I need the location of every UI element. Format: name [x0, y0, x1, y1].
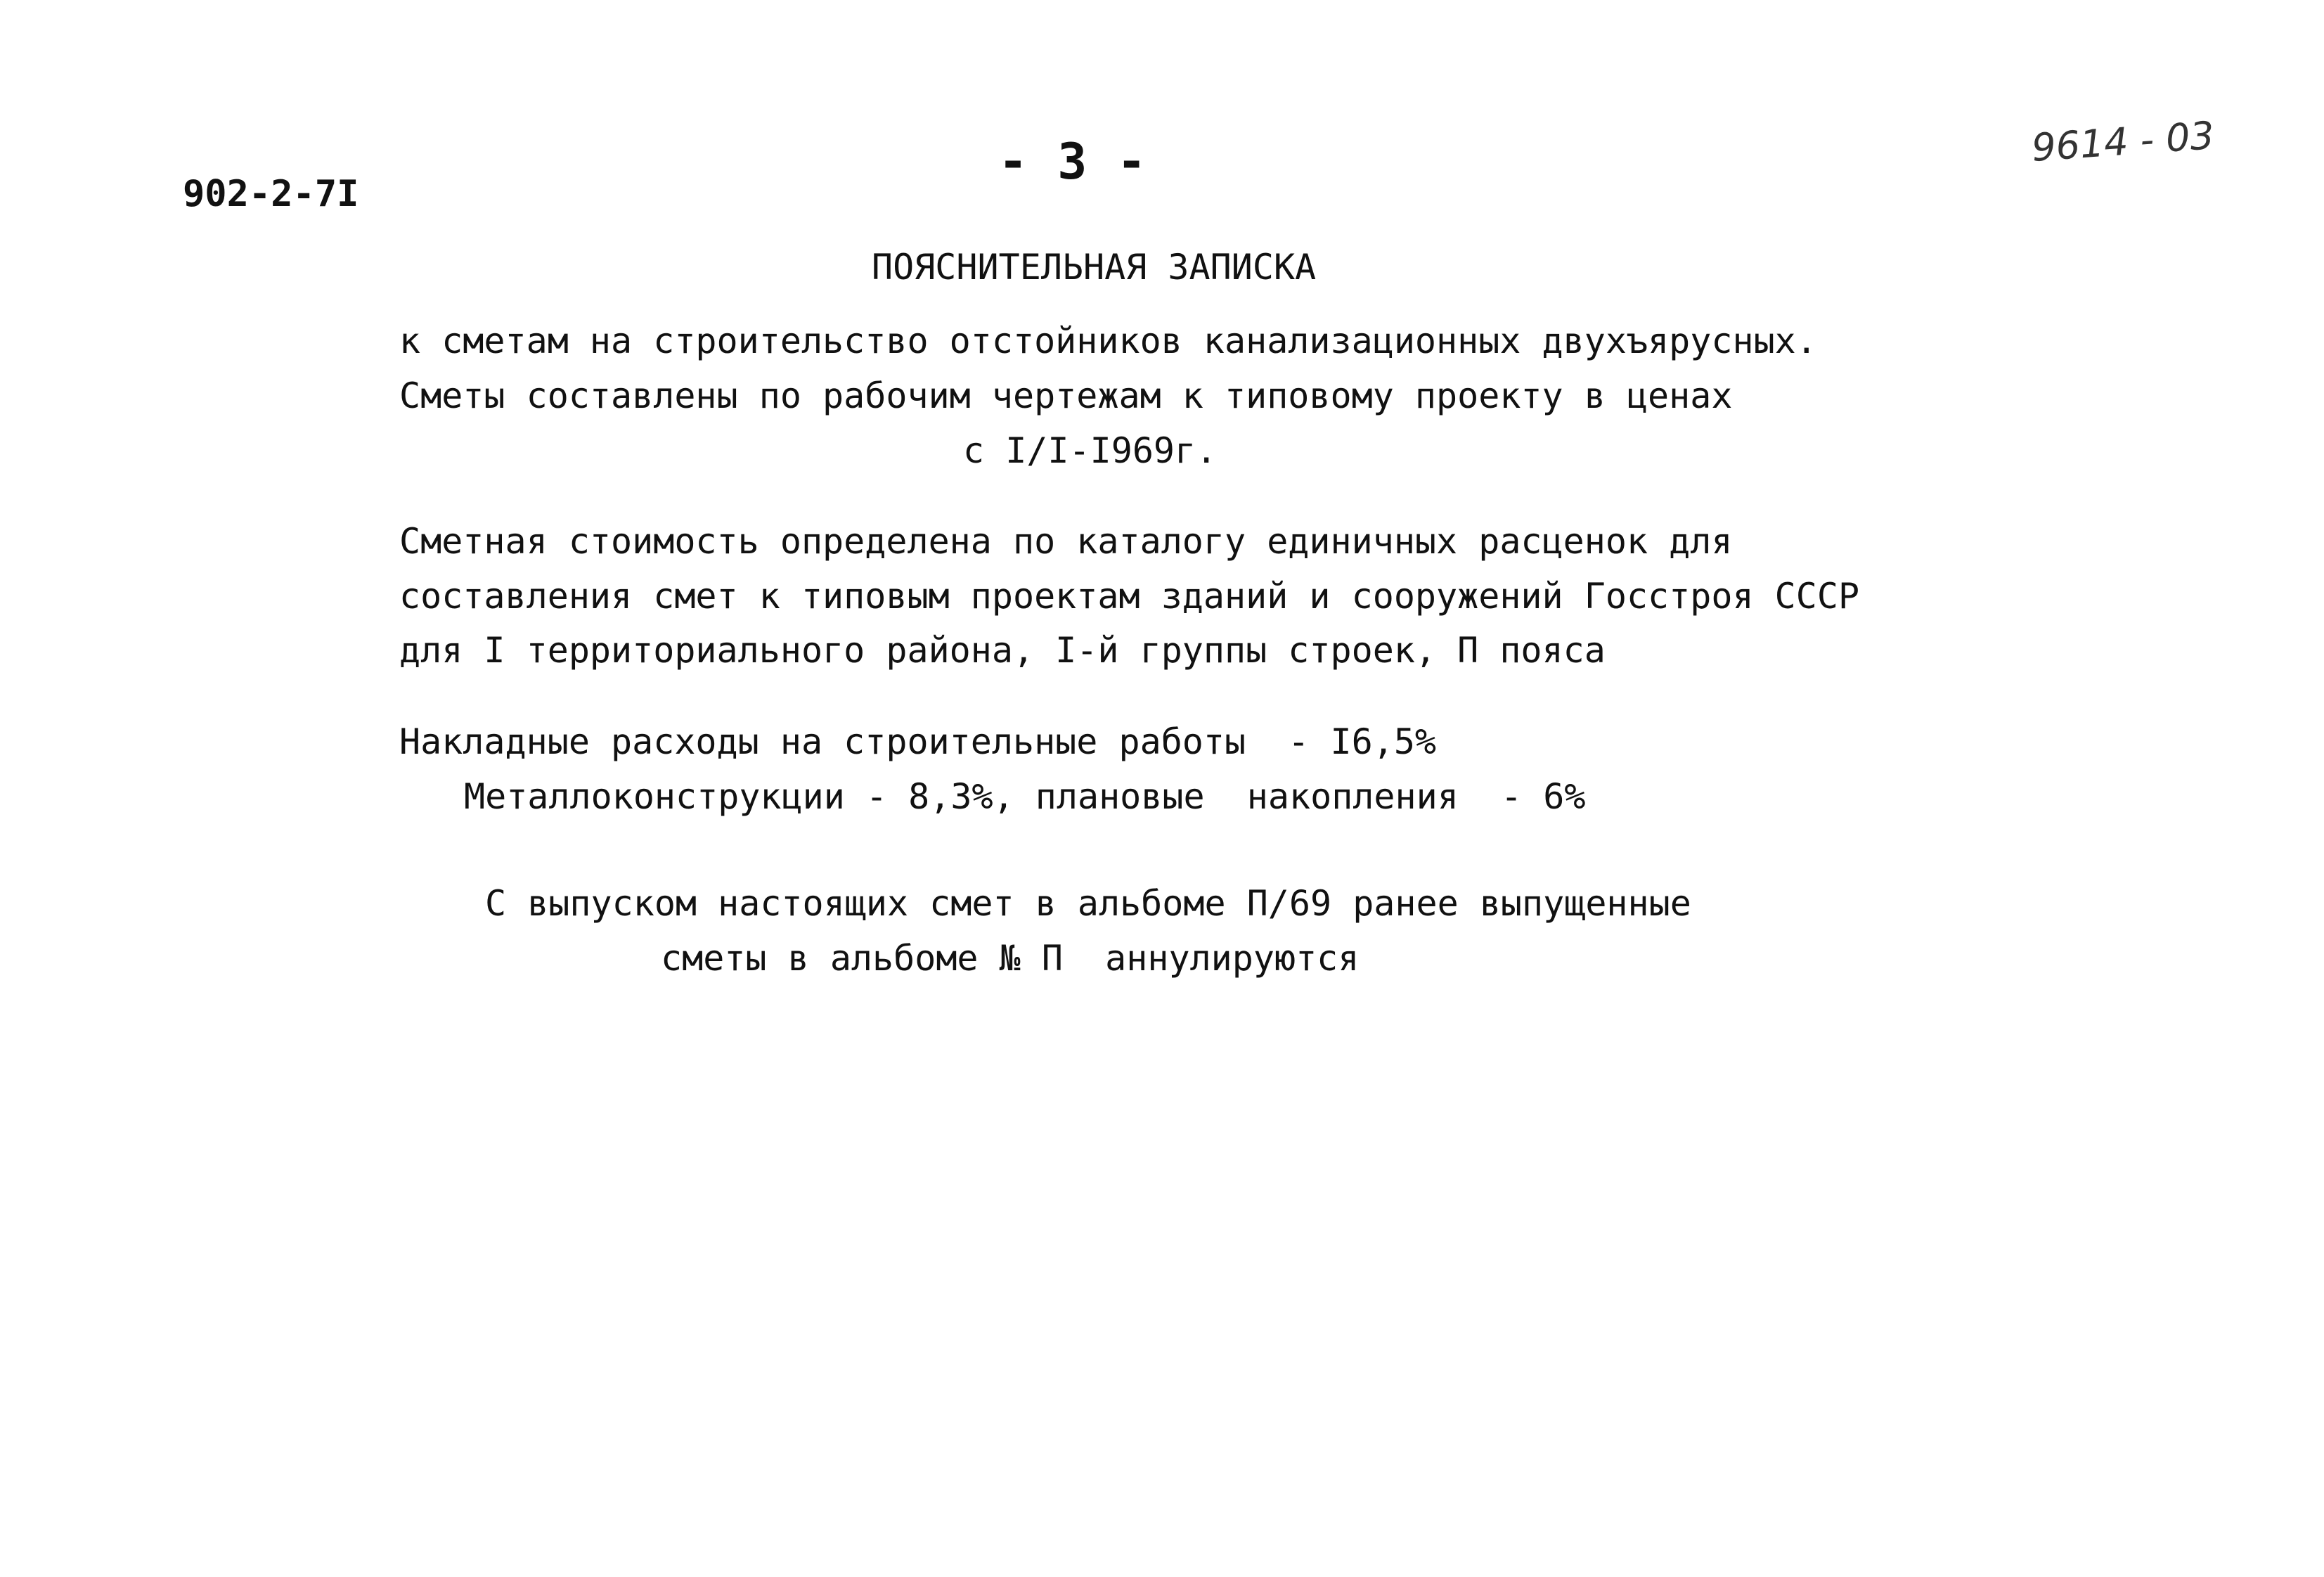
paragraph4-line2: сметы в альбоме № П аннулируются — [661, 938, 1360, 979]
handwritten-code: 9614 - 03 — [2030, 113, 2216, 170]
paragraph3-line1: Накладные расходы на строительные работы - I6,5% — [399, 721, 1437, 762]
paragraph3-line2: Металлоконструкции - 8,3%, плановые накопления - 6% — [464, 776, 1586, 817]
document-code: 902-2-7I — [183, 173, 359, 215]
paragraph2-line3: для I территориального района, I-й группы строек, П пояса — [399, 630, 1606, 671]
paragraph4-line1: С выпуском настоящих смет в альбоме П/69 ранее выпущенные — [485, 883, 1691, 924]
page-number: - 3 - — [998, 133, 1147, 191]
paragraph1-line1: к сметам на строительство отстойников канализационных двухъярусных. — [399, 321, 1817, 361]
paragraph1-line2: Сметы составлены по рабочим чертежам к типовому проекту в ценах — [399, 375, 1733, 416]
paragraph1-line3: с I/I-I969г. — [963, 430, 1218, 471]
paragraph2-line2: составления смет к типовым проектам зданий и сооружений Госстроя СССР — [399, 576, 1860, 617]
paragraph2-line1: Сметная стоимость определена по каталогу единичных расценок для — [399, 521, 1733, 562]
document-title: ПОЯСНИТЕЛЬНАЯ ЗАПИСКА — [872, 247, 1317, 288]
